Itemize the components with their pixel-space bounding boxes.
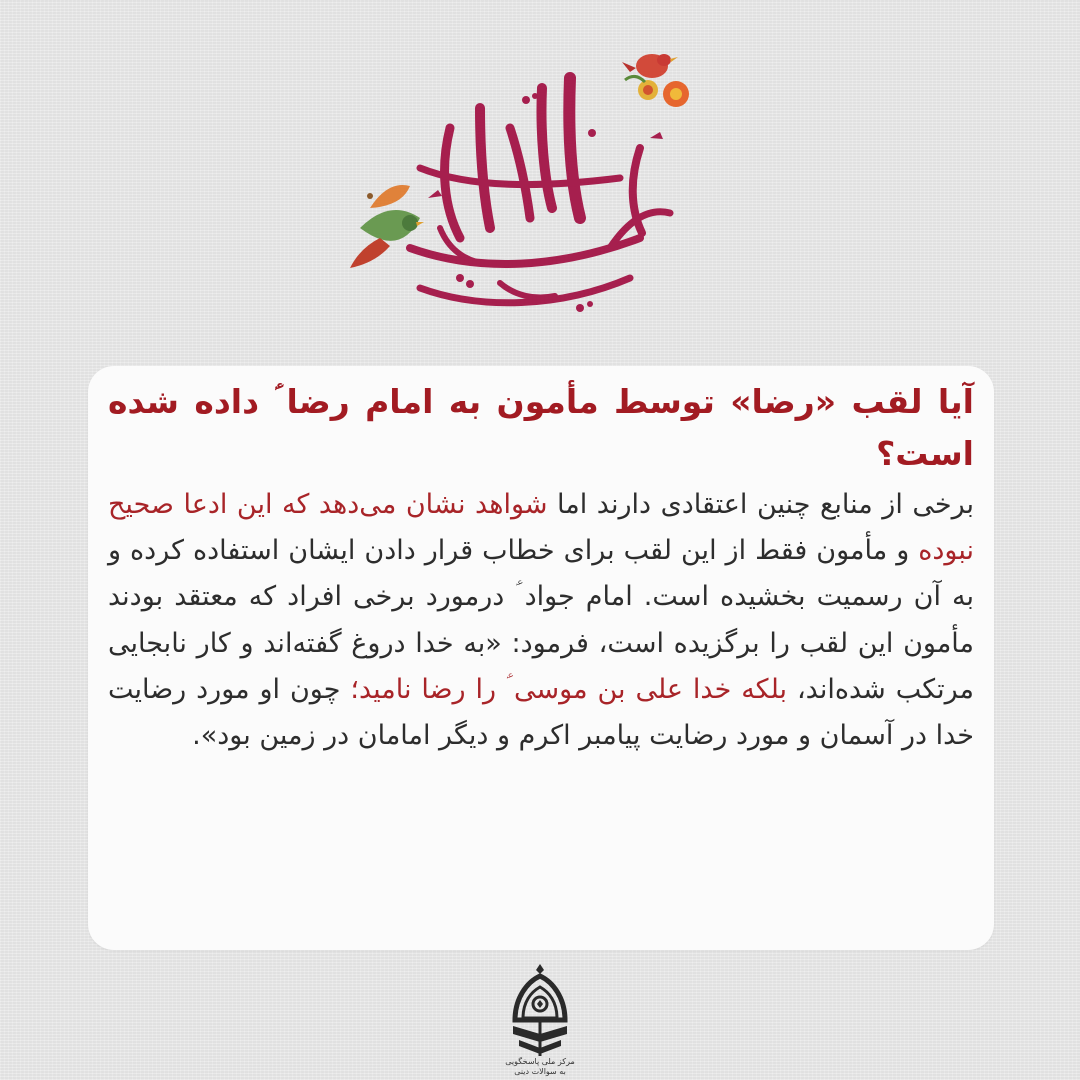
answer-body	[108, 482, 974, 759]
calligraphy-header	[330, 38, 730, 338]
question-title: آیا لقب «رضا» توسط مأمون به امام رضا ؑ داده شده است؟	[108, 382, 974, 473]
answer-text-1: برخی از منابع چنین اعتقادی دارند اما	[547, 489, 974, 520]
answer-highlight-1: شواهد نشان می‌دهد که این ادعا صحیح نبوده	[108, 489, 974, 567]
bird-decoration-icon	[622, 54, 689, 107]
left-bird-decoration-icon	[350, 185, 424, 268]
answer-text-2: و مأمون فقط از این لقب برای خطاب قرار دادن ایشان استفاده کرده و به آن رسمیت بخشیده است. امام جواد ؑ درمورد برخی افراد که معتقد بودند مأمون این لقب را برگزیده است، فرمود: «به خدا دروغ گفته‌اند و کار نابجایی مرتکب شده‌اند،	[108, 535, 974, 705]
card-text	[108, 376, 974, 759]
answer-text-3: چون او مورد رضایت خدا در آسمان و مورد رضایت پیامبر اکرم و دیگر امامان در زمین بود».	[108, 673, 974, 752]
organization-logo-icon	[497, 960, 583, 1072]
answer-highlight-2: بلکه خدا علی بن موسی ؑ را رضا نامید؛	[350, 673, 788, 705]
logo-caption: مرکز ملی پاسخگویی به سوالات دینی	[505, 1057, 575, 1076]
